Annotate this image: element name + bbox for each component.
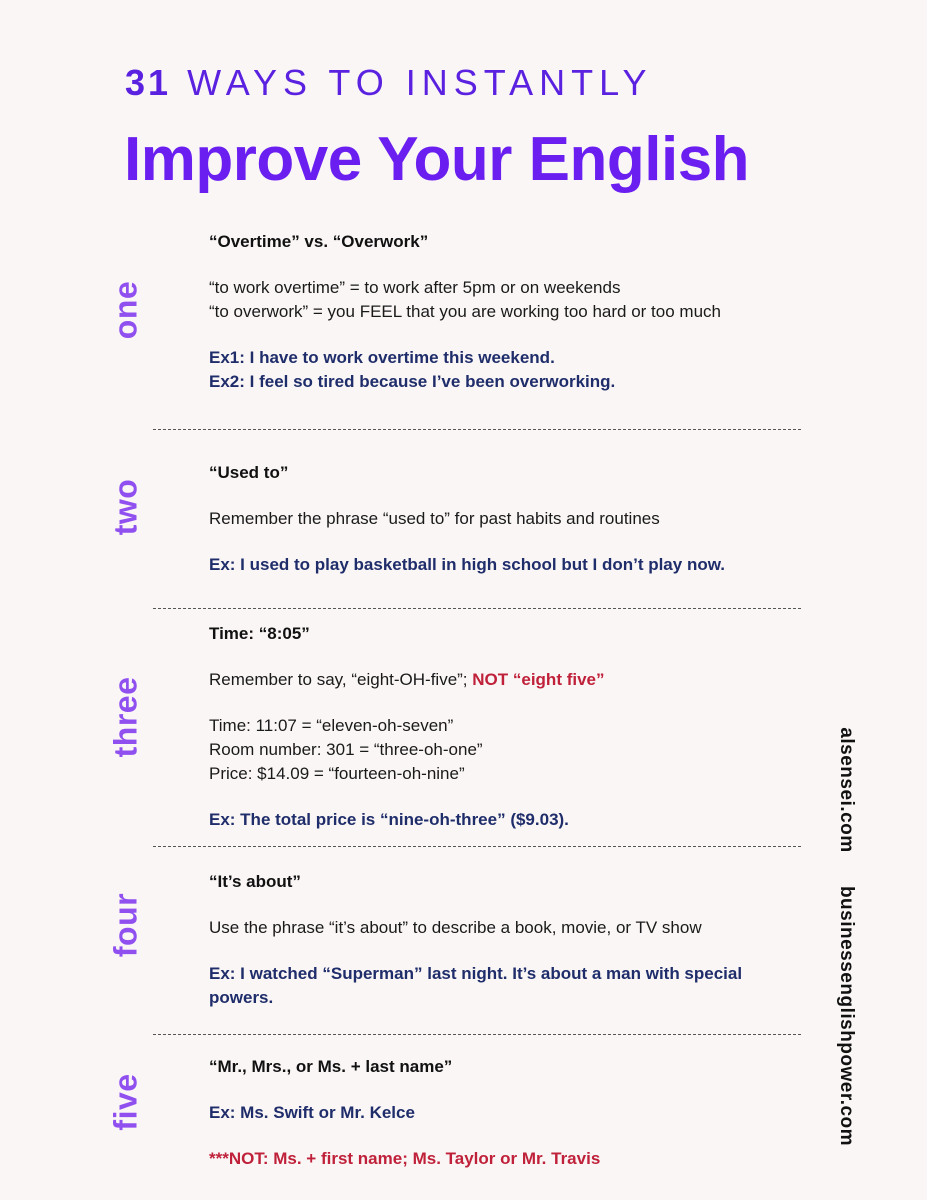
header-number: 31 bbox=[125, 62, 172, 103]
section-one-line2: “to overwork” = you FEEL that you are working too hard or too much bbox=[209, 302, 721, 321]
section-one-example2: Ex2: I feel so tired because I’ve been overworking. bbox=[209, 372, 616, 391]
section-one bbox=[209, 230, 809, 394]
section-five bbox=[209, 1055, 809, 1171]
section-one-example1: Ex1: I have to work overtime this weekend. bbox=[209, 348, 555, 367]
section-four-title: “It’s about” bbox=[209, 872, 301, 891]
section-two-title: “Used to” bbox=[209, 463, 289, 482]
section-two-example: Ex: I used to play basketball in high school but I don’t play now. bbox=[209, 555, 726, 574]
header-line1-text: WAYS TO INSTANTLY bbox=[187, 62, 653, 103]
section-five-title: “Mr., Mrs., or Ms. + last name” bbox=[209, 1057, 453, 1076]
header-subtitle bbox=[125, 62, 652, 104]
section-four-line1: Use the phrase “it’s about” to describe a book, movie, or TV show bbox=[209, 918, 702, 937]
section-three-example: Ex: The total price is “nine-oh-three” ($9.03). bbox=[209, 810, 569, 829]
section-one-title: “Overtime” vs. “Overwork” bbox=[209, 232, 429, 251]
section-three-line3: Room number: 301 = “three-oh-one” bbox=[209, 740, 483, 759]
section-three-line1: Remember to say, “eight-OH-five”; NOT “eight five” bbox=[209, 670, 605, 689]
section-five-example: Ex: Ms. Swift or Mr. Kelce bbox=[209, 1103, 415, 1122]
section-three-line4: Price: $14.09 = “fourteen-oh-nine” bbox=[209, 764, 465, 783]
divider bbox=[153, 608, 801, 609]
section-three-warning: NOT “eight five” bbox=[472, 670, 605, 689]
section-one-line1: “to work overtime” = to work after 5pm or on weekends bbox=[209, 278, 621, 297]
section-two-line1: Remember the phrase “used to” for past habits and routines bbox=[209, 509, 660, 528]
section-five-warning: ***NOT: Ms. + first name; Ms. Taylor or Mr. Travis bbox=[209, 1149, 601, 1168]
section-three bbox=[209, 622, 809, 832]
section-four-example: Ex: I watched “Superman” last night. It’s about a man with special powers. bbox=[209, 964, 743, 1007]
divider bbox=[153, 1034, 801, 1035]
section-four bbox=[209, 870, 769, 1010]
divider bbox=[153, 429, 801, 430]
section-three-line2: Time: 11:07 = “eleven-oh-seven” bbox=[209, 716, 454, 735]
divider bbox=[153, 846, 801, 847]
page-title: Improve Your English bbox=[124, 125, 750, 194]
section-two bbox=[209, 461, 809, 577]
section-three-title: Time: “8:05” bbox=[209, 624, 310, 643]
